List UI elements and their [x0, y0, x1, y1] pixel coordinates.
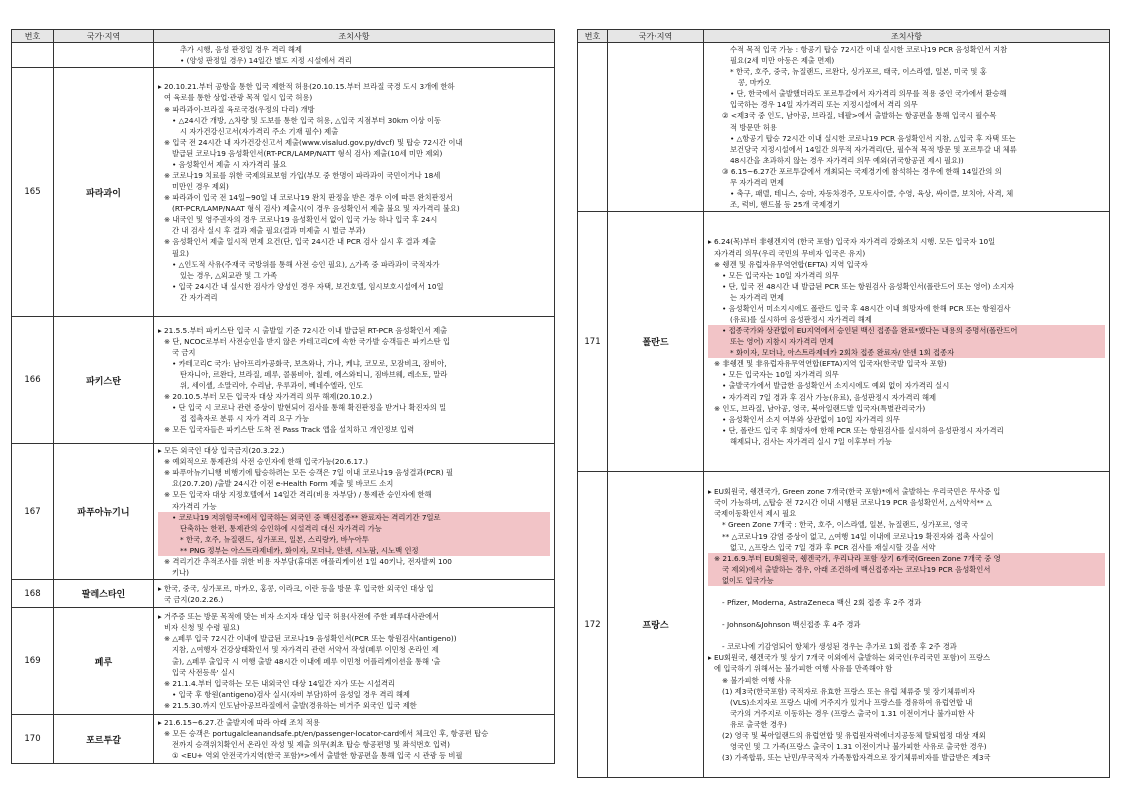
measure-line: ▸ 모든 외국인 대상 입국금지(20.3.22.) — [158, 446, 285, 456]
measure-line: 간 내 검사 실시 후 결과 제출 필요(결과 미제출 시 벌금 부과) — [172, 226, 366, 236]
measure-line: 유로 출국한 경우) — [730, 719, 787, 729]
measure-line: • 접종국가와 상관없이 EU지역에서 승인된 백신 접종을 완료*했다는 내용의 증명서(폴란드어 — [708, 325, 1105, 336]
country-name — [54, 43, 154, 68]
measure-line: * Green Zone 7개국 : 한국, 호주, 이스라엘, 일본, 뉴질랜드, 싱가포르, 영국 — [722, 520, 968, 530]
country-row — [578, 43, 1110, 212]
row-number — [578, 43, 608, 212]
measure-line: 국 금지(20.2.26.) — [164, 594, 224, 604]
measure-line: • △24시간 개방, △차량 및 도보를 통한 입국 허용, △입국 지점부터 30km 이상 이동 — [172, 115, 442, 125]
measures-table-right — [577, 29, 1110, 778]
measure-line: * 한국, 호주, 중국, 뉴질랜드, 르완다, 싱가포르, 태국, 이스라엘, 일본, 미국 및 홍 — [730, 67, 987, 77]
measure-line: 무 자가격리 면제 — [730, 177, 784, 187]
row-number: 167 — [12, 444, 54, 580]
measure-line: ** △코로나19 감염 증상이 없고, △여행 14일 이내에 코로나19 확진자와 접촉 사실이 — [722, 531, 994, 541]
measure-line: ** PNG 정부는 아스트라제네카, 화이자, 모더나, 얀센, 시노팜, 시노백 인정 — [158, 545, 550, 556]
measure-line: • 출발국가에서 발급한 음성확인서 소지시에도 예외 없이 자가격리 실시 — [722, 381, 950, 391]
measure-line: ※ 모든 승객은 portugalcleanandsafe.pt/en/passenger-locator-card에서 체크인 후, 항공편 탑승 — [164, 729, 489, 739]
measures-cell — [154, 68, 555, 317]
measure-line: • 단 입국 시 코로나 관련 증상이 발현되어 검사를 통해 확진판정을 받거나 확진자의 밀 — [172, 403, 447, 413]
measure-line: 해제되나, 검사는 자가격리 실시 7일 이후부터 가능 — [730, 436, 892, 446]
country-row — [578, 472, 1110, 778]
measure-line: 접 접촉자로 분류 시 자가 격리 요구 가능 — [180, 414, 310, 424]
measure-line: 영국인 및 그 가족(프랑스 출국이 1.31 이전이거나 불가피한 사유로 출국한 경우) — [730, 741, 987, 751]
measure-line: 자가격리 의무(우리 국민의 무비자 입국은 유지) — [714, 248, 866, 258]
measure-line: • 입국 24시간 내 실시한 검사가 양성인 경우 자택, 보건호텔, 임시보호시설에서 10일 — [172, 281, 444, 291]
measures-cell — [704, 472, 1110, 778]
measure-line: 국 금지 — [172, 347, 196, 357]
measures-cell — [154, 444, 555, 580]
row-number: 168 — [12, 580, 54, 608]
measure-line: • 모든 입국자는 10일 자가격리 의무 — [722, 370, 839, 380]
measure-line: ※ 내국인 및 영주권자의 경우 코로나19 음성확인서 없이 입국 가능 하나 입국 후 24시 — [164, 215, 438, 225]
measure-line — [708, 586, 1105, 597]
measure-line: 시 자가건강신고서(자가격리 주소 기재 필수) 제출 — [180, 126, 339, 136]
measure-line: ※ 격리기간 추적조사를 위한 비용 자부담(휴대폰 애플리케이션 1일 40키나, 전자발찌 100 — [164, 556, 452, 566]
header-number: 번호 — [12, 30, 54, 43]
measure-line: 조, 럭비, 핸드볼 등 25개 국제경기 — [730, 200, 841, 210]
measure-line: • 코로나19 저위험국*에서 입국하는 외국인 중 백신접종** 완료자는 격리기간 7일로 — [158, 512, 550, 523]
row-number: 166 — [12, 317, 54, 444]
measure-line: • 입국 후 항원(antigeno)검사 실시(자비 부담)하여 음성일 경우 격리 해제 — [172, 689, 410, 699]
measure-line: 탄자니아, 르완다, 브라질, 페루, 콜롬비아, 칠레, 에스와티니, 짐바브웨, 레소토, 말라 — [180, 370, 448, 380]
row-number: 170 — [12, 715, 54, 764]
measure-line: 없고, △프랑스 입국 7일 경과 후 PCR 검사를 재실시할 것을 서약 — [730, 542, 936, 552]
measure-line: • △인도적 사유(주재국 국방위를 통해 사전 승인 필요), △가족 중 파라과이 국적자가 — [172, 259, 440, 269]
country-row — [12, 68, 555, 317]
measure-line: ① <EU+ 역외 안전국가지역(한국 포함)*>에서 출발한 항공편을 통해 입국 시 관광 등 비필 — [172, 751, 463, 761]
header-number: 번호 — [578, 30, 608, 43]
country-name: 파키스탄 — [54, 317, 154, 444]
measure-line: ※ 21.6.9.부터 EU회원국, 쉥겐국가, 우리나라 포함 상기 6개국(Green Zone 7개국 중 영 — [708, 553, 1105, 564]
table-header-row — [578, 30, 1110, 43]
measure-line: 미만인 경우 제외) — [172, 182, 229, 192]
measure-line: 추가 시행, 음성 판정일 경우 격리 해제 — [180, 45, 302, 54]
row-number: 169 — [12, 608, 54, 715]
measure-line: ② <제3국 중 인도, 남아공, 브라질, 네팔>에서 출발하는 항공편을 통해 입국시 필수목 — [722, 111, 997, 121]
row-number — [12, 43, 54, 68]
table-header-row — [12, 30, 555, 43]
measure-line: ▸ EU회원국, 쉥겐국가, Green zone 7개국(한국 포함)*에서 출발하는 우리국민은 무사증 입 — [708, 487, 1001, 497]
header-country: 국가·지역 — [54, 30, 154, 43]
measure-line: ※ 20.10.5.부터 모든 입국자 대상 자가격리 의무 해제(20.10.2.) — [164, 392, 373, 402]
measure-line: 위, 세이셸, 소말리아, 수리남, 우루과이, 베네수엘라, 인도 — [180, 381, 363, 391]
measure-line: ※ 非쉥겐 및 非유럽자유무역연합(EFTA)지역 입국자(한국발 입국자 포함) — [714, 359, 947, 369]
measure-line: (RT-PCR/LAMP/NAAT 형식 검사) 제출시(이 경우 음성확인서 제출 불요 및 자가격리 불요) — [172, 204, 460, 214]
country-row — [12, 580, 555, 608]
measure-line: ▸ 20.10.21.부터 공항을 통한 입국 제한적 허용(20.10.15.부터 브라질 국경 도시 3개에 한하 — [158, 82, 455, 92]
measure-line: • 모든 입국자는 10일 자가격리 의무 — [722, 270, 839, 280]
measure-line: 없이도 입국가능 — [708, 575, 1105, 586]
measure-line: (VLS)소지자로 프랑스 내에 거주지가 있거나 프랑스를 경유하여 유럽연합 내 — [730, 697, 973, 707]
country-row — [12, 43, 555, 68]
measure-line: ※ △페루 입국 72시간 이내에 발급된 코로나19 음성확인서(PCR 또는 항원검사(antigeno)) — [164, 634, 457, 644]
measure-line: 비자 신청 및 수령 필요) — [164, 623, 240, 633]
header-measures: 조치사항 — [704, 30, 1110, 43]
measure-line: • 음성확인서 제출 시 자가격리 불요 — [172, 159, 287, 169]
row-number: 165 — [12, 68, 54, 317]
measure-line: ※ 인도, 브라질, 남아공, 영국, 북아일랜드발 입국자(특별관리국가) — [714, 403, 926, 413]
measure-line: - Pfizer, Moderna, AstraZeneca 백신 2회 접종 후 2주 경과 — [722, 597, 922, 607]
country-row — [12, 444, 555, 580]
measure-line: (1) 제3국(한국포함) 국적자로 유효한 프랑스 또는 유럽 체류증 및 장기체류비자 — [722, 686, 976, 696]
measures-cell — [704, 43, 1110, 212]
measure-line: ※ 쉥겐 및 유럽자유무역연합(EFTA) 지역 입국자 — [714, 259, 868, 269]
measure-line: 간 자가격리 — [180, 292, 218, 302]
country-name: 팔레스타인 — [54, 580, 154, 608]
measure-line: 국가의 거주지로 이동하는 경우 (프랑스 출국이 1.31 이전이거나 불가피한 사 — [730, 708, 975, 718]
measure-line: ※ 파푸아뉴기니행 비행기에 탑승하려는 모든 승객은 7일 이내 코로나19 음성결과(PCR) 필 — [164, 468, 454, 478]
measure-line: ※ 모든 입국자 대상 지정호텔에서 14일간 격리(비용 자부담) / 통제관 승인자에 한해 — [164, 490, 432, 500]
measures-cell — [704, 212, 1110, 472]
country-name — [608, 43, 704, 212]
country-name: 파라과이 — [54, 68, 154, 317]
measure-line: (2) 영국 및 북아일랜드의 유럽연합 및 유럽원자력에너지공동체 탈퇴협정 대상 재외 — [722, 730, 986, 740]
measure-line: 필요) — [172, 248, 189, 258]
measure-line: - 코로나에 기감염되어 항체가 생성된 경우는 추가로 1회 접종 후 2주 경과 — [722, 642, 957, 652]
country-name: 폴란드 — [608, 212, 704, 472]
measures-cell — [154, 43, 555, 68]
measure-line: • 단, 폴란드 입국 후 희망자에 한해 PCR 또는 항원검사를 실시하여 음성판정시 자가격리 — [722, 425, 1004, 435]
measure-line: 입국하는 경우 14일 자가격리 또는 지정시설에서 격리 의무 — [730, 100, 918, 110]
row-number: 171 — [578, 212, 608, 472]
measure-line — [708, 630, 1105, 641]
country-name: 페루 — [54, 608, 154, 715]
measures-cell — [154, 715, 555, 764]
measure-line: • (양성 판정일 경우) 14일간 별도 지정 시설에서 격리 — [180, 56, 352, 66]
measure-line: ▸ 21.5.5.부터 파키스탄 입국 시 출발일 기준 72시간 이내 발급된 RT-PCR 음성확인서 제출 — [158, 325, 448, 335]
measure-line: 보건당국 지정시설에서 14일간 의무적 자가격리(단, 필수적 목적 방문 및 포르투갈 내 체류 — [730, 144, 1017, 154]
measure-line: 전까지 승객위치확인서 온라인 작성 및 제출 의무(최초 탑승 항공편명 및 좌석번호 입력) — [172, 740, 450, 750]
measure-line: 에 입국하기 위해서는 불가피한 여행 사유를 만족해야 함 — [714, 664, 893, 674]
measure-line: ▸ 21.6.15~6.27.간 출발지에 따라 아래 조치 적용 — [158, 717, 320, 727]
measure-line: 자가격리 가능 — [172, 501, 217, 511]
measure-line: ※ 입국 전 24시간 내 자가건강신고서 제출(www.visalud.gov.py/dvcf) 및 탑승 72시간 이내 — [164, 137, 463, 147]
measure-line: ▸ 6.24(목)부터 非쉥겐지역 (한국 포함) 입국자 자가격리 강화조치 시행. 모든 입국자 10일 — [708, 237, 996, 247]
measure-line: 있는 경우, △외교관 및 그 가족 — [180, 270, 278, 280]
measure-line: (3) 가족합류, 또는 난민/무국적자 가족통합자격으로 장기체류비자를 발급받은 제3국 — [722, 753, 991, 763]
measures-cell — [154, 608, 555, 715]
header-country: 국가·지역 — [608, 30, 704, 43]
measure-line: 단축하는 한편, 통제관의 승인하에 시설격리 대신 자가격리 가능 — [158, 523, 550, 534]
measure-line: 적 방문만 허용 — [730, 122, 777, 132]
measure-line: ※ 모든 입국자들은 파키스탄 도착 전 Pass Track 앱을 설치하고 개인정보 입력 — [164, 425, 415, 435]
measure-line: ※ 파라과이-브라질 육로국경(우정의 다리) 개방 — [164, 104, 315, 114]
measure-line: 키나) — [172, 568, 189, 578]
measure-line: (유료)를 실시하여 음성판정시 자가격리 해제 — [730, 314, 872, 324]
measure-line: ▸ 거주증 또는 방문 목적에 맞는 비자 소지자 대상 입국 허용(사전에 주한 페루대사관에서 — [158, 612, 440, 622]
measure-line: • △항공기 탑승 72시간 이내 실시한 코로나19 PCR 음성확인서 지참, △입국 후 자택 또는 — [730, 133, 1016, 143]
measure-line: • 카테고리C 국가: 남아프리카공화국, 보츠와나, 가나, 케냐, 코모로, 모잠비크, 잠비아, — [172, 359, 447, 368]
measure-line: ③ 6.15~6.27간 포르투갈에서 개최되는 국제경기에 참석하는 경우에 한해 14일간의 의 — [722, 166, 1002, 176]
measure-line: 국이 가능하며, △탑승 전 72시간 이내 시행된 코로나19 PCR 음성확인서, △서약서** △ — [714, 498, 992, 508]
measure-line: • 자가격리 7일 경과 후 검사 가능(유료), 음성판정시 자가격리 해제 — [722, 392, 937, 402]
measure-line: - Johnson&Johnson 백신접종 후 4주 경과 — [722, 620, 861, 630]
measure-line: 요(20.7.20) /출발 24시간 이전 e-Health Form 제출 및 바코드 소지 — [172, 479, 394, 489]
measures-cell — [154, 317, 555, 444]
measure-line: 수적 목적 입국 가능 : 항공기 탑승 72시간 이내 실시한 코로나19 PCR 음성확인서 지참 — [730, 45, 1008, 54]
country-row — [578, 212, 1110, 472]
measure-line: ※ 21.5.30.까지 인도남아공브라질에서 출발(경유하는 비거주 외국인 입국 제한 — [164, 700, 417, 710]
measure-line: 콩, 마카오 — [738, 78, 771, 88]
measure-line: ※ 단, NCOC로부터 사전승인을 받지 않은 카테고리C에 속한 국가발 승객들은 파키스탄 입 — [164, 336, 450, 346]
country-name: 프랑스 — [608, 472, 704, 778]
measure-line: 입국 사전등록' 실시 — [172, 667, 236, 677]
measure-line: ※ 불가피한 여행 사유 — [722, 675, 792, 685]
measure-line: * 화이자, 모더나, 아스트라제네카 2회차 접종 완료자/ 얀센 1회 접종자 — [708, 347, 1105, 358]
country-name: 포르투갈 — [54, 715, 154, 764]
measure-line: ※ 코로나19 치료를 위한 국제의료보험 가입(부모 중 한명이 파라과이 국민이거나 18세 — [164, 171, 441, 180]
measures-table-left — [11, 29, 555, 764]
measure-line: 또는 영어) 지참시 자가격리 면제 — [708, 336, 1105, 347]
measure-line: 필요(2세 미만 아동은 제출 면제) — [730, 56, 835, 66]
measure-line: • 축구, 패델, 테니스, 승마, 자동차경주, 모토사이클, 수영, 육상, 싸이클, 보치아, 사격, 체 — [730, 189, 1014, 199]
measure-line: • 단, 입국 전 48시간 내 발급된 PCR 또는 항원검사 음성확인서(폴란드어 또는 영어) 소지자 — [722, 281, 1014, 291]
country-row — [12, 317, 555, 444]
measure-line: ※ 예외적으로 통제관의 사전 승인자에 한해 입국가능(20.6.17.) — [164, 457, 368, 467]
measure-line: • 음성확인서 미소지시에도 폴란드 입국 후 48시간 이내 희망자에 한해 PCR 또는 항원검사 — [722, 303, 1011, 313]
measure-line: ※ 음성확인서 제출 일시적 면제 요건(단, 입국 24시간 내 PCR 검사 실시 후 결과 제출 — [164, 237, 437, 247]
measure-line: * 한국, 호주, 뉴질랜드, 싱가포르, 일본, 스리랑카, 바누아투 — [158, 534, 550, 545]
measure-line: • 단, 한국에서 출발했더라도 포르투갈에서 자가격리 의무를 적용 중인 국가에서 환승해 — [730, 89, 1007, 99]
measure-line: 는 자가격리 면제 — [730, 292, 784, 302]
header-measures: 조치사항 — [154, 30, 555, 43]
measure-line: 국제이동확인서 제시 필요 — [714, 509, 797, 519]
measure-line: 지참, △여행자 건강상태확인서 및 자가격리 관련 서약서 작성(페루 이민청 온라인 제 — [172, 645, 439, 655]
row-number: 172 — [578, 472, 608, 778]
country-name: 파푸아뉴기니 — [54, 444, 154, 580]
measure-line: 발급된 코로나19 음성확인서(RT-PCR/LAMP/NATT 형식 검사) 제출(10세 미만 제외) — [172, 148, 443, 158]
measure-line: • 음성확인서 소지 여부와 상관없이 10일 자가격리 의무 — [722, 414, 900, 424]
measure-line: 국 제외)에서 출발하는 경우, 아래 조건하에 백신접종자는 코로나19 PCR 음성확인서 — [708, 564, 1105, 575]
measure-line: ※ 파라과이 입국 전 14일~90일 내 코로나19 완치 판정을 받은 경우 이에 따른 완치판정서 — [164, 193, 453, 203]
measure-line: ▸ 한국, 중국, 싱가포르, 마카오, 홍콩, 이라크, 이란 등을 방문 후 입국한 외국인 대상 입 — [158, 583, 434, 593]
country-row — [12, 715, 555, 764]
measure-line: 여 육로를 통한 상업·관광 목적 일시 입국 허용) — [164, 93, 313, 103]
measure-line — [708, 608, 1105, 619]
measure-line: 출), △페루 출입국 시 여행 출발 48시간 이내에 페루 이민청 어플리케이션을 통해 '출 — [172, 656, 441, 666]
measure-line: ※ 21.1.4.부터 입국하는 모든 내외국인 대상 14일간 자가 또는 시설격리 — [164, 678, 395, 688]
measure-line: 48시간을 초과하지 않는 경우 자가격리 의무 예외(귀국항공권 제시 필요)) — [730, 155, 964, 165]
measure-line: ▸ EU회원국, 쉥겐국가 및 상기 7개국 이외에서 출발하는 외국인(우리국민 포함)이 프랑스 — [708, 653, 991, 663]
measures-cell — [154, 580, 555, 608]
country-row — [12, 608, 555, 715]
